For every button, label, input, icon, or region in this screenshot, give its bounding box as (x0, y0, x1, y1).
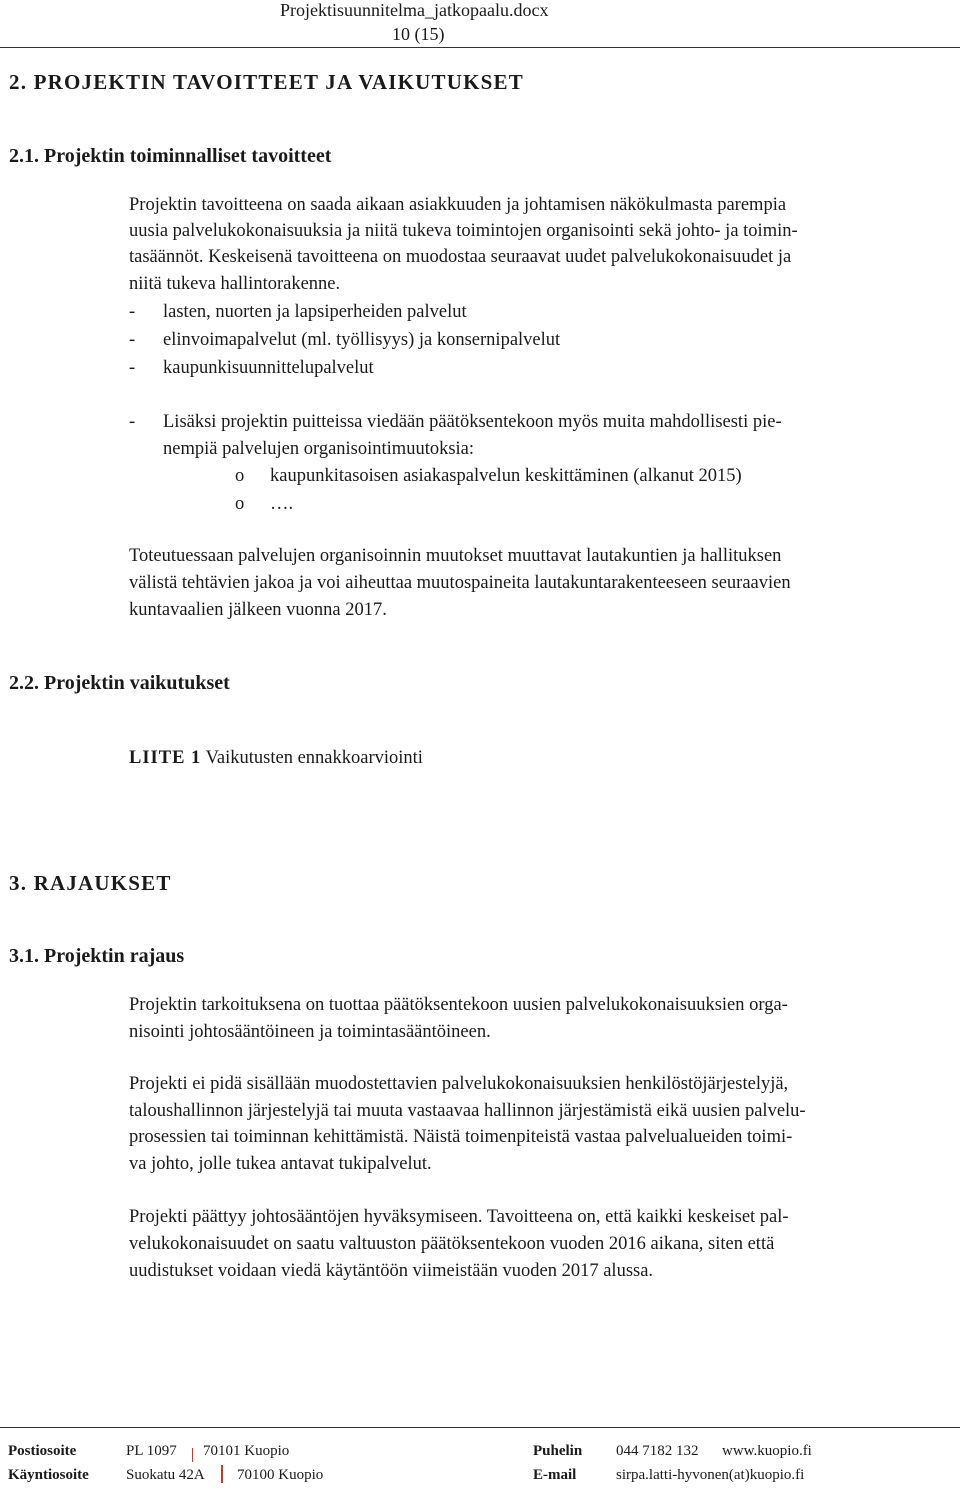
paragraph-line: välistä tehtävien jakoa ja voi aiheuttaa muutospaineita lautakuntarakenteeseen seuraavien (129, 573, 791, 593)
section-2-heading: 2. PROJEKTIN TAVOITTEET JA VAIKUTUKSET (9, 70, 524, 94)
paragraph-line: kuntavaalien jälkeen vuonna 2017. (129, 600, 387, 620)
paragraph-line: Projektin tarkoituksena on tuottaa päätöksentekoon uusien palvelukokonaisuuksien orga- (129, 995, 788, 1015)
paragraph-line: Projekti päättyy johtosääntöjen hyväksymiseen. Tavoitteena on, että kaikki keskeiset pal- (129, 1207, 789, 1227)
paragraph-line: niitä tukeva hallintorakenne. (129, 274, 341, 294)
bullet-item: Lisäksi projektin puitteissa viedään päätöksentekoon myös muita mahdollisesti pie- (163, 412, 782, 432)
visit-label: Käyntiosoite (8, 1467, 89, 1483)
email-address[interactable]: sirpa.latti-hyvonen(at)kuopio.fi (616, 1467, 805, 1483)
postal-box: PL 1097 (126, 1443, 177, 1459)
paragraph-line: velukokonaisuudet on saatu valtuuston päätöksentekoon vuoden 2016 aikana, siten että (129, 1234, 775, 1254)
sub-bullet-item: …. (270, 494, 294, 514)
bullet-dash: - (129, 358, 136, 378)
sub-bullet-item: kaupunkitasoisen asiakaspalvelun keskittäminen (alkanut 2015) (270, 466, 742, 486)
visit-street: Suokatu 42A (126, 1467, 205, 1483)
paragraph-line: Projektin tavoitteena on saada aikaan asiakkuuden ja johtamisen näkökulmasta parempia (129, 195, 787, 215)
bullet-item: elinvoimapalvelut (ml. työllisyys) ja konsernipalvelut (163, 330, 561, 350)
visit-city: 70100 Kuopio (237, 1467, 324, 1483)
footer-separator (192, 1446, 193, 1464)
header-divider (0, 47, 960, 48)
phone-number: 044 7182 132 (616, 1443, 699, 1459)
section-3-1-heading: 3.1. Projektin rajaus (9, 945, 185, 967)
postal-label: Postiosoite (8, 1443, 77, 1459)
postal-city: 70101 Kuopio (203, 1443, 290, 1459)
paragraph-line: nisointi johtosääntöineen ja toimintasääntöineen. (129, 1022, 491, 1042)
paragraph-line: Toteutuessaan palvelujen organisoinnin muutokset muuttavat lautakuntien ja hallituksen (129, 546, 782, 566)
section-2-2-heading: 2.2. Projektin vaikutukset (9, 672, 230, 694)
page-number: 10 (15) (392, 24, 445, 44)
paragraph-line: tasäännöt. Keskeisenä tavoitteena on muodostaa seuraavat uudet palvelukokonaisuudet ja (129, 247, 792, 267)
paragraph-line: uudistukset voidaan viedä käytäntöön viimeistään vuoden 2017 alussa. (129, 1261, 654, 1281)
section-3-heading: 3. RAJAUKSET (9, 871, 172, 895)
section-2-1-heading: 2.1. Projektin toiminnalliset tavoitteet (9, 145, 332, 167)
bullet-item-continuation: nempiä palvelujen organisointimuutoksia: (163, 439, 475, 459)
paragraph-line: Projekti ei pidä sisällään muodostettavien palvelukokonaisuuksien henkilöstöjärjestelyjä, (129, 1074, 789, 1094)
sub-bullet-marker: o (235, 494, 245, 514)
bullet-dash: - (129, 302, 136, 322)
footer-separator (221, 1465, 223, 1483)
bullet-item: kaupunkisuunnittelupalvelut (163, 358, 374, 378)
bullet-dash: - (129, 412, 136, 432)
paragraph-line: uusia palvelukokonaisuuksia ja niitä tukeva toimintojen organisointi sekä johto- ja toimin- (129, 221, 798, 241)
paragraph-line: va johto, jolle tukea antavat tukipalvelut. (129, 1154, 432, 1174)
phone-label: Puhelin (533, 1443, 583, 1459)
website-link[interactable]: www.kuopio.fi (722, 1443, 812, 1459)
sub-bullet-marker: o (235, 466, 245, 486)
bullet-dash: - (129, 330, 136, 350)
attachment-text: Vaikutusten ennakkoarviointi (201, 748, 423, 768)
attachment-reference (129, 748, 423, 769)
attachment-label: LIITE 1 (129, 748, 202, 768)
email-label: E-mail (533, 1467, 577, 1483)
paragraph-line: taloushallinnon järjestelyjä tai muuta vastaavaa hallinnon järjestämistä eikä uusien palvelu- (129, 1101, 806, 1121)
footer-divider (0, 1427, 960, 1428)
paragraph-line: prosessien tai toiminnan kehittämistä. Näistä toimenpiteistä vastaa palvelualueiden toimi- (129, 1127, 793, 1147)
document-filename: Projektisuunnitelma_jatkopaalu.docx (280, 0, 549, 20)
bullet-item: lasten, nuorten ja lapsiperheiden palvelut (163, 302, 467, 322)
